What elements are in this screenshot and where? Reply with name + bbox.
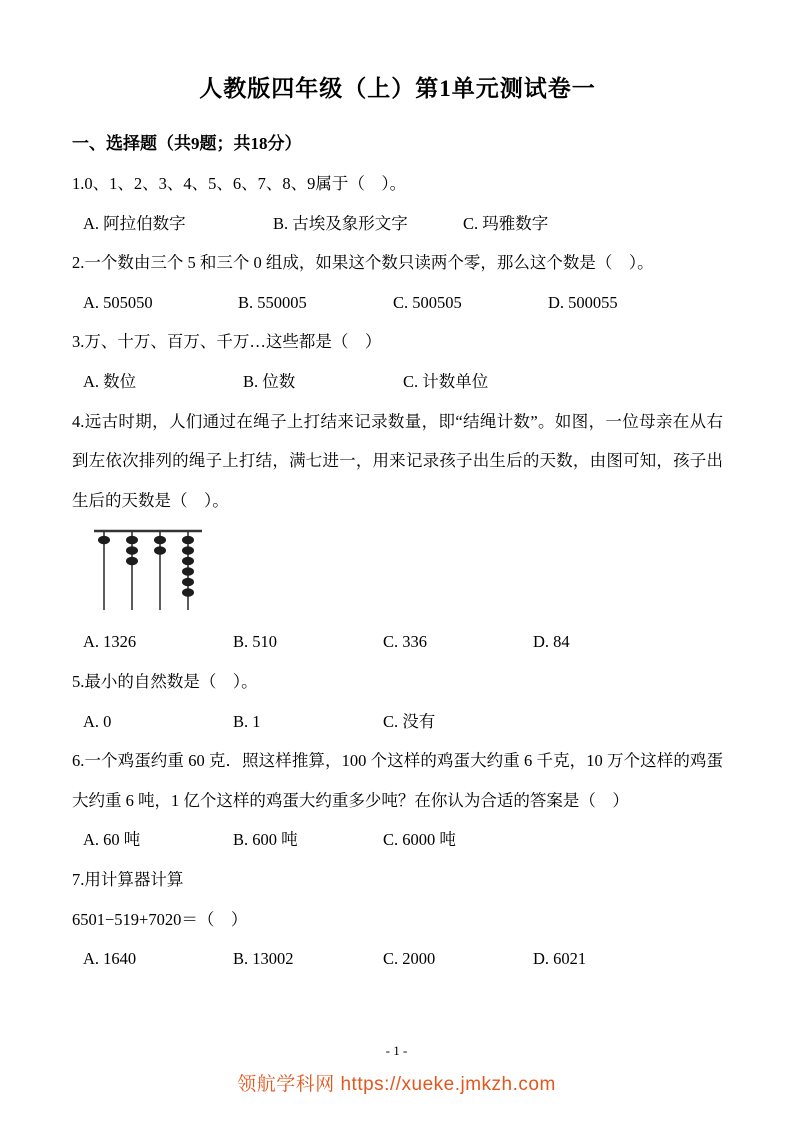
question-3-option-c: C. 计数单位 <box>403 371 489 391</box>
question-2-option-b: B. 550005 <box>238 292 307 312</box>
question-6-text: 6.一个鸡蛋约重 60 克．照这样推算，100 个这样的鸡蛋大约重 6 千克，10 万个这样的鸡蛋大约重 6 吨，1 亿个这样的鸡蛋大约重多少吨？在你认为合适的答案是（ ） <box>72 751 724 810</box>
question-7-option-d: D. 6021 <box>533 949 587 969</box>
question-2-option-a: A. 505050 <box>83 292 153 312</box>
question-4-options <box>72 622 723 662</box>
question-4-option-b: B. 510 <box>233 632 278 652</box>
question-6 <box>72 741 723 860</box>
question-3-text: 3.万、十万、百万、千万…这些都是（ ） <box>72 332 382 352</box>
question-7-text: 7.用计算器计算 <box>72 869 184 889</box>
question-3 <box>72 322 723 401</box>
question-1-option-b: B. 古埃及象形文字 <box>273 213 408 233</box>
site-watermark: 领航学科网 https://xueke.jmkzh.com <box>237 1074 556 1095</box>
knot-counting-image <box>92 526 723 618</box>
question-4-option-d: D. 84 <box>533 632 570 652</box>
question-7-option-b: B. 13002 <box>233 949 294 969</box>
question-3-option-b: B. 位数 <box>243 371 296 391</box>
question-2 <box>72 243 723 322</box>
question-5-option-a: A. 0 <box>83 711 112 731</box>
question-1 <box>72 164 723 243</box>
question-2-option-d: D. 500055 <box>548 292 618 312</box>
question-6-option-a: A. 60 吨 <box>83 830 141 850</box>
question-5-text: 5.最小的自然数是（ ）。 <box>72 671 258 691</box>
question-2-options <box>72 283 723 323</box>
section-heading: 一、选择题（共9题；共18分） <box>72 134 302 153</box>
question-6-options <box>72 820 723 860</box>
question-4-option-a: A. 1326 <box>83 632 137 652</box>
question-5-option-c: C. 没有 <box>383 711 436 731</box>
page-footer <box>0 1043 793 1096</box>
question-6-option-b: B. 600 吨 <box>233 830 298 850</box>
question-6-option-c: C. 6000 吨 <box>383 830 456 850</box>
question-1-options <box>72 204 723 244</box>
question-5-options <box>72 702 723 742</box>
question-5-option-b: B. 1 <box>233 711 261 731</box>
question-7-options <box>72 939 723 979</box>
question-3-option-a: A. 数位 <box>83 371 137 391</box>
question-4-text: 4.远古时期，人们通过在绳子上打结来记录数量，即“结绳计数”。如图，一位母亲在从右到左依次排列的绳子上打结，满七进一，用来记录孩子出生后的天数，由图可知，孩子出生后的天数是（ ）。 <box>72 411 723 510</box>
question-2-option-c: C. 500505 <box>393 292 462 312</box>
question-1-option-c: C. 玛雅数字 <box>463 213 549 233</box>
question-7 <box>72 860 723 979</box>
question-1-text: 1.0、1、2、3、4、5、6、7、8、9属于（ ）。 <box>72 174 407 193</box>
question-4 <box>72 402 723 662</box>
question-7-option-a: A. 1640 <box>83 949 137 969</box>
question-3-options <box>72 362 723 402</box>
question-5 <box>72 662 723 741</box>
question-7-equation: 6501−519+7020＝（ ） <box>72 909 248 929</box>
page-title: 人教版四年级（上）第1单元测试卷一 <box>199 76 596 101</box>
question-4-option-c: C. 336 <box>383 632 428 652</box>
question-1-option-a: A. 阿拉伯数字 <box>83 213 186 233</box>
page-number: - 1 - <box>385 1043 408 1058</box>
question-2-text: 2.一个数由三个 5 和三个 0 组成，如果这个数只读两个零，那么这个数是（ ）。 <box>72 253 654 273</box>
question-7-option-c: C. 2000 <box>383 949 436 969</box>
